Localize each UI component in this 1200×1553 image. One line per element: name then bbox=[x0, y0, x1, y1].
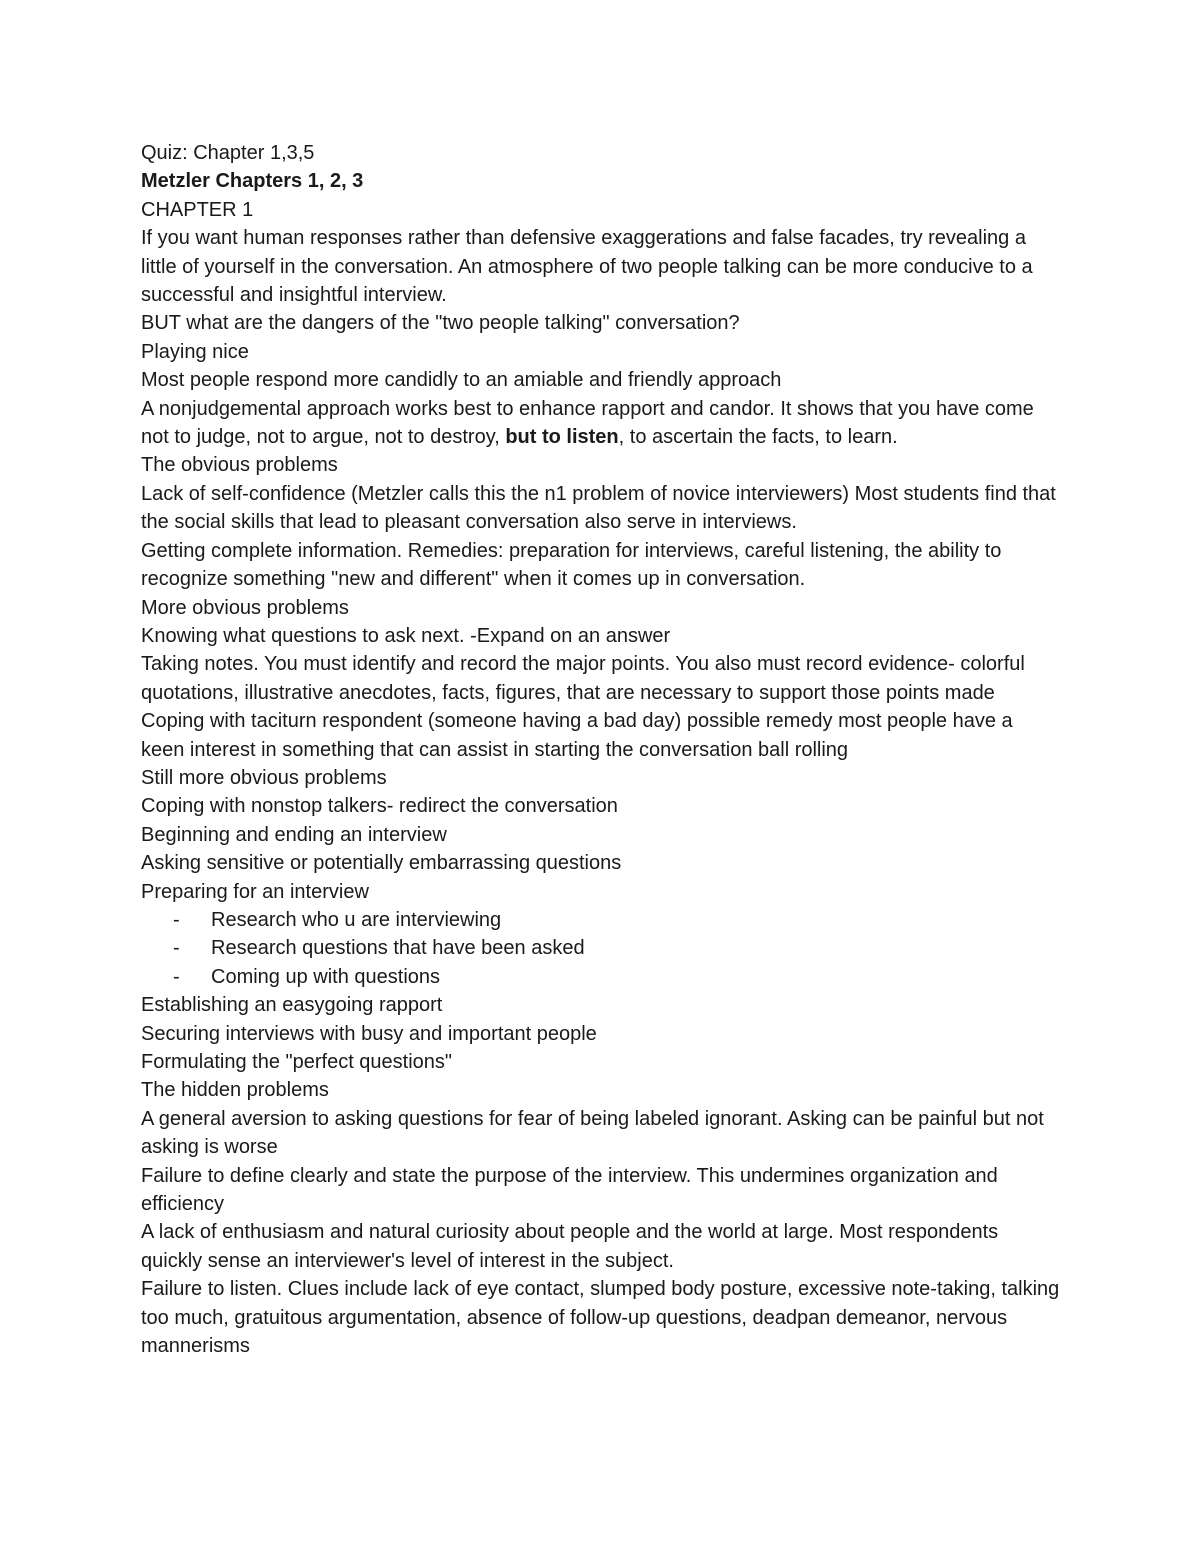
paragraph: BUT what are the dangers of the "two people talking" conversation? bbox=[141, 312, 740, 335]
paragraph: Playing nice bbox=[141, 340, 249, 363]
paragraph: Lack of self-confidence (Metzler calls this the n1 problem of novice interviewers) Most students find that the social skills that lead to pleasant conversation also serve in interviews. bbox=[141, 482, 1056, 534]
paragraph: Taking notes. You must identify and record the major points. You also must record evidence- colorful quotations, illustrative anecdotes, facts, figures, that are necessary to support those points made bbox=[141, 653, 1025, 704]
chapter-heading: CHAPTER 1 bbox=[141, 198, 254, 221]
list-item bbox=[141, 963, 1061, 991]
paragraph: Securing interviews with busy and important people bbox=[141, 1022, 597, 1045]
paragraph: If you want human responses rather than defensive exaggerations and false facades, try revealing a little of yourself in the conversation. An atmosphere of two people talking can be more conducive to a successful and insightful interview. bbox=[141, 227, 1033, 307]
paragraph: Coping with taciturn respondent (someone having a bad day) possible remedy most people have a keen interest in something that can assist in starting the conversation ball rolling bbox=[141, 710, 1013, 761]
list-item-text: Research who u are interviewing bbox=[211, 908, 502, 931]
bullet-dash: - bbox=[173, 908, 180, 931]
nonjudgemental-text-before: A nonjudgemental approach works best to enhance rapport and candor. It shows that you have come not to judge, not to argue, not to destroy, bbox=[141, 397, 1034, 449]
list-item-text: Research questions that have been asked bbox=[211, 937, 585, 960]
paragraph: Getting complete information. Remedies: preparation for interviews, careful listening, the ability to recognize something "new and different" when it comes up in conversation. bbox=[141, 539, 1002, 591]
paragraph: A general aversion to asking questions for fear of being labeled ignorant. Asking can be painful but not asking is worse bbox=[141, 1107, 1044, 1159]
paragraph: Still more obvious problems bbox=[141, 766, 387, 789]
paragraph: Knowing what questions to ask next. -Expand on an answer bbox=[141, 624, 671, 647]
list-item bbox=[141, 934, 1061, 962]
paragraph: Beginning and ending an interview bbox=[141, 823, 447, 846]
section-title: Metzler Chapters 1, 2, 3 bbox=[141, 170, 364, 193]
paragraph: Preparing for an interview bbox=[141, 880, 369, 903]
nonjudgemental-text-after: , to ascertain the facts, to learn. bbox=[618, 426, 898, 449]
bullet-dash: - bbox=[173, 965, 180, 988]
bullet-dash: - bbox=[173, 937, 180, 960]
list-item-text: Coming up with questions bbox=[211, 965, 441, 988]
bullet-list bbox=[141, 906, 1061, 991]
paragraph: Coping with nonstop talkers- redirect the conversation bbox=[141, 795, 618, 818]
paragraph: Establishing an easygoing rapport bbox=[141, 994, 443, 1017]
paragraph: The hidden problems bbox=[141, 1079, 329, 1102]
paragraph: Asking sensitive or potentially embarrassing questions bbox=[141, 852, 622, 875]
nonjudgemental-bold-text: but to listen bbox=[505, 426, 619, 449]
paragraph: Failure to define clearly and state the purpose of the interview. This undermines organization and efficiency bbox=[141, 1164, 998, 1216]
document-page bbox=[141, 139, 1061, 1360]
paragraph: Failure to listen. Clues include lack of eye contact, slumped body posture, excessive note-taking, talking too much, gratuitous argumentation, absence of follow-up questions, deadpan demeanor, nervous mannerisms bbox=[141, 1278, 1060, 1358]
list-item bbox=[141, 906, 1061, 934]
paragraph: Formulating the "perfect questions" bbox=[141, 1051, 453, 1073]
quiz-title: Quiz: Chapter 1,3,5 bbox=[141, 142, 315, 164]
nonjudgemental-paragraph bbox=[141, 395, 1061, 452]
paragraph: Most people respond more candidly to an amiable and friendly approach bbox=[141, 369, 782, 392]
paragraph: A lack of enthusiasm and natural curiosity about people and the world at large. Most respondents quickly sense an interviewer's level of interest in the subject. bbox=[141, 1221, 999, 1272]
paragraph: More obvious problems bbox=[141, 596, 349, 619]
paragraph: The obvious problems bbox=[141, 454, 338, 477]
